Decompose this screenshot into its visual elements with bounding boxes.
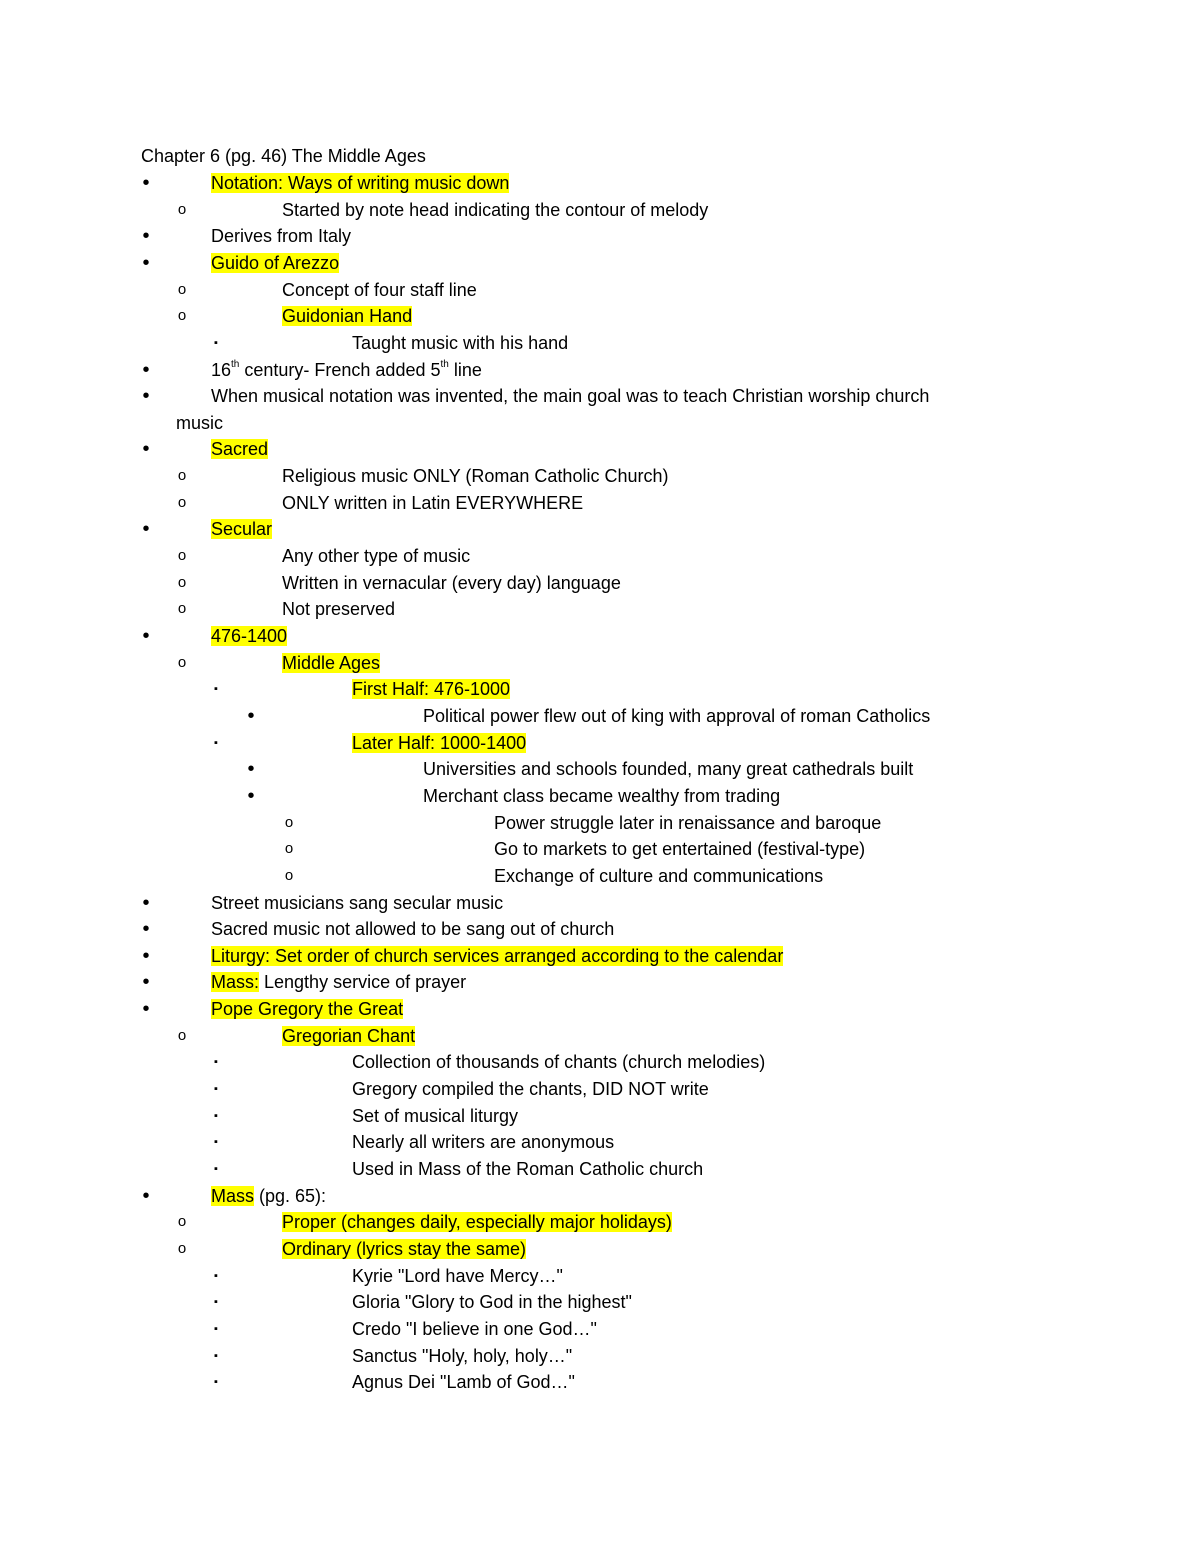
bullet-marker: o	[177, 1240, 187, 1257]
text-run: th	[440, 359, 449, 370]
text-run: Sacred music not allowed to be sang out of church	[211, 919, 615, 939]
list-item-text	[211, 436, 268, 462]
highlighted-text: First Half: 476-1000	[352, 679, 511, 699]
text-run: century- French added 5	[239, 360, 441, 380]
list-item-continuation: music	[176, 413, 224, 433]
list-item-text	[352, 1263, 563, 1289]
bullet-marker: o	[177, 600, 187, 617]
text-run: Taught music with his hand	[352, 333, 569, 353]
list-item-text	[352, 1289, 632, 1315]
list-item-text	[211, 943, 783, 969]
bullet-marker: •	[142, 1185, 150, 1207]
bullet-marker: o	[177, 281, 187, 298]
bullet-marker: •	[142, 385, 150, 407]
text-run: Go to markets to get entertained (festival-type)	[494, 839, 866, 859]
text-run: th	[231, 359, 240, 370]
highlighted-text: Sacred	[211, 439, 269, 459]
list-item-text	[352, 676, 510, 702]
list-item-text	[282, 570, 621, 596]
bullet-marker: •	[247, 758, 255, 780]
bullet-marker: ▪	[214, 1270, 218, 1282]
text-run: Exchange of culture and communications	[494, 866, 824, 886]
list-item-text	[282, 1209, 672, 1235]
bullet-marker: ▪	[214, 1136, 218, 1148]
text-run: Written in vernacular (every day) language	[282, 573, 621, 593]
list-item-text	[211, 1183, 326, 1209]
page-title: Chapter 6 (pg. 46) The Middle Ages	[141, 146, 426, 166]
list-item-text	[282, 197, 708, 223]
bullet-marker: ▪	[214, 683, 218, 695]
highlighted-text: Middle Ages	[282, 653, 381, 673]
list-item-text	[211, 890, 503, 916]
bullet-marker: •	[142, 625, 150, 647]
text-run: Power struggle later in renaissance and baroque	[494, 813, 882, 833]
text-run: Sanctus "Holy, holy, holy…"	[352, 1346, 573, 1366]
bullet-marker: •	[142, 359, 150, 381]
list-item-text	[494, 836, 865, 862]
bullet-marker: o	[177, 201, 187, 218]
text-run: Street musicians sang secular music	[211, 893, 504, 913]
bullet-marker: •	[247, 785, 255, 807]
bullet-marker: ▪	[214, 1350, 218, 1362]
text-run: When musical notation was invented, the main goal was to teach Christian worship church	[211, 386, 930, 406]
list-item-text	[352, 1343, 572, 1369]
text-run: Lengthy service of prayer	[259, 972, 467, 992]
bullet-marker: •	[142, 172, 150, 194]
bullet-marker: ▪	[214, 1323, 218, 1335]
bullet-marker: o	[284, 867, 294, 884]
bullet-marker: ▪	[214, 1083, 218, 1095]
text-run: line	[448, 360, 482, 380]
text-run: Derives from Italy	[211, 226, 352, 246]
text-run: Universities and schools founded, many great cathedrals built	[423, 759, 914, 779]
bullet-marker: •	[142, 518, 150, 540]
bullet-marker: •	[142, 998, 150, 1020]
list-item-text	[211, 357, 482, 383]
bullet-marker: ▪	[214, 1110, 218, 1122]
text-run: Set of musical liturgy	[352, 1106, 519, 1126]
bullet-marker: ▪	[214, 1376, 218, 1388]
list-item-text	[282, 303, 412, 329]
list-item-text	[282, 650, 380, 676]
highlighted-text: Proper (changes daily, especially major holidays)	[282, 1212, 672, 1232]
bullet-marker: •	[142, 225, 150, 247]
highlighted-text: Mass:	[211, 972, 260, 992]
text-run: Gregory compiled the chants, DID NOT write	[352, 1079, 709, 1099]
highlighted-text: Pope Gregory the Great	[211, 999, 404, 1019]
bullet-marker: •	[142, 892, 150, 914]
bullet-marker: ▪	[214, 337, 218, 349]
bullet-marker: ▪	[214, 1296, 218, 1308]
list-item-text	[352, 730, 526, 756]
list-item-text	[282, 463, 668, 489]
list-item-text	[211, 916, 614, 942]
text-run: Not preserved	[282, 599, 396, 619]
highlighted-text: Guido of Arezzo	[211, 253, 340, 273]
bullet-marker: •	[142, 438, 150, 460]
bullet-marker: o	[284, 814, 294, 831]
list-item-text	[423, 703, 930, 729]
bullet-marker: ▪	[214, 1163, 218, 1175]
list-item-text	[211, 383, 929, 409]
list-item-text	[423, 756, 913, 782]
text-run: Credo "I believe in one God…"	[352, 1319, 597, 1339]
text-run: Started by note head indicating the contour of melody	[282, 200, 709, 220]
text-run: Nearly all writers are anonymous	[352, 1132, 615, 1152]
list-item-text	[352, 1103, 518, 1129]
list-item-text	[211, 516, 272, 542]
highlighted-text: Guidonian Hand	[282, 306, 413, 326]
text-run: ONLY written in Latin EVERYWHERE	[282, 493, 584, 513]
list-item-text	[352, 330, 568, 356]
text-run: Gloria "Glory to God in the highest"	[352, 1292, 632, 1312]
text-run: Kyrie "Lord have Mercy…"	[352, 1266, 563, 1286]
list-item-text	[352, 1129, 614, 1155]
bullet-marker: •	[142, 971, 150, 993]
highlighted-text: Later Half: 1000-1400	[352, 733, 527, 753]
list-item-text	[282, 490, 583, 516]
bullet-marker: •	[142, 945, 150, 967]
list-item-text	[211, 969, 466, 995]
bullet-marker: o	[177, 1213, 187, 1230]
list-item-text	[352, 1316, 597, 1342]
text-run: 16	[211, 360, 232, 380]
list-item-text	[282, 1236, 526, 1262]
list-item-text	[352, 1076, 709, 1102]
text-run: Merchant class became wealthy from trading	[423, 786, 781, 806]
highlighted-text: Liturgy: Set order of church services arranged according to the calendar	[211, 946, 784, 966]
highlighted-text: Notation: Ways of writing music down	[211, 173, 510, 193]
list-item-text	[282, 277, 477, 303]
list-item-text	[494, 810, 881, 836]
list-item-text	[282, 596, 395, 622]
text-run: Political power flew out of king with approval of roman Catholics	[423, 706, 931, 726]
list-item-text	[211, 250, 339, 276]
list-item-text	[352, 1156, 703, 1182]
text-run: (pg. 65):	[254, 1186, 327, 1206]
list-item-text	[211, 170, 509, 196]
bullet-marker: o	[177, 574, 187, 591]
list-item-text	[211, 623, 287, 649]
bullet-marker: ▪	[214, 737, 218, 749]
bullet-marker: o	[177, 494, 187, 511]
text-run: Used in Mass of the Roman Catholic church	[352, 1159, 704, 1179]
list-item-text	[211, 996, 403, 1022]
text-run: Any other type of music	[282, 546, 471, 566]
bullet-marker: o	[284, 840, 294, 857]
highlighted-text: Mass	[211, 1186, 255, 1206]
bullet-marker: •	[142, 918, 150, 940]
text-run: Collection of thousands of chants (church melodies)	[352, 1052, 766, 1072]
bullet-marker: o	[177, 547, 187, 564]
text-run: Agnus Dei "Lamb of God…"	[352, 1372, 575, 1392]
bullet-marker: •	[142, 252, 150, 274]
list-item-text	[282, 543, 470, 569]
bullet-marker: o	[177, 1027, 187, 1044]
text-run: Concept of four staff line	[282, 280, 477, 300]
list-item-text	[282, 1023, 415, 1049]
bullet-marker: o	[177, 307, 187, 324]
highlighted-text: Gregorian Chant	[282, 1026, 416, 1046]
bullet-marker: ▪	[214, 1056, 218, 1068]
text-run: Religious music ONLY (Roman Catholic Church)	[282, 466, 669, 486]
list-item-text	[494, 863, 823, 889]
highlighted-text: Secular	[211, 519, 273, 539]
list-item-text	[211, 223, 351, 249]
bullet-marker: o	[177, 654, 187, 671]
list-item-text	[423, 783, 780, 809]
highlighted-text: Ordinary (lyrics stay the same)	[282, 1239, 527, 1259]
bullet-marker: •	[247, 705, 255, 727]
list-item-text	[352, 1369, 575, 1395]
bullet-marker: o	[177, 467, 187, 484]
list-item-text	[352, 1049, 765, 1075]
highlighted-text: 476-1400	[211, 626, 288, 646]
